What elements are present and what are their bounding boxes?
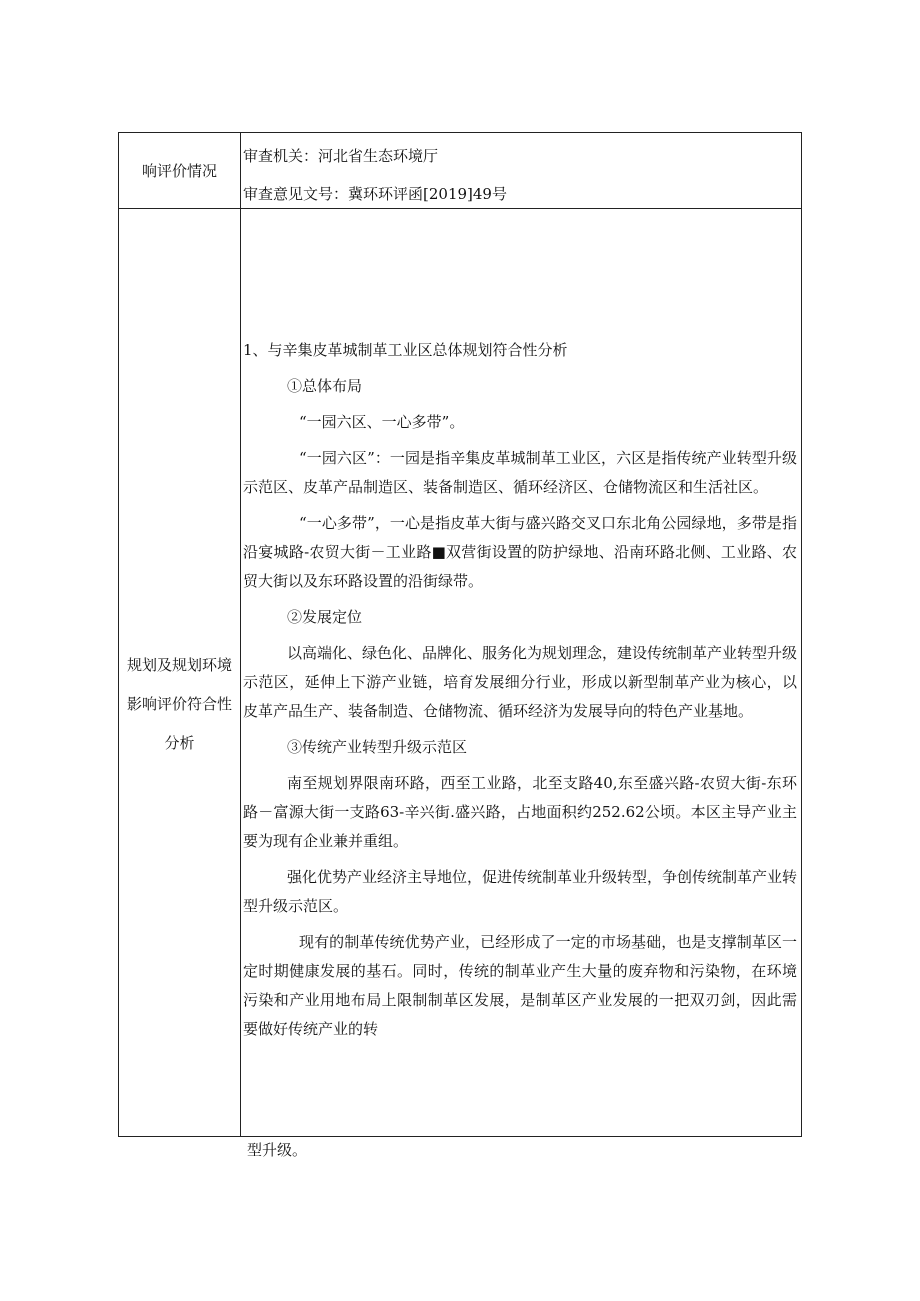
paragraph-7: 现有的制革传统优势产业，已经形成了一定的市场基础，也是支撑制革区一定时期健康发展的基石。同时，传统的制革业产生大量的废弃物和污染物，在环境污染和产业用地布局上限制制革区发展，是制革区产业发展的一把双刃剑，因此需要做好传统产业的转	[243, 933, 797, 1038]
main-row-label-line1: 规划及规划环境	[126, 656, 232, 674]
analysis-table	[118, 132, 802, 1137]
paragraph-1: “一园六区、一心多带”。	[299, 413, 465, 431]
top-row-label	[119, 133, 240, 208]
paragraph-5: 南至规划界限南环路，西至工业路，北至支路40,东至盛兴路-农贸大街-东环路－富源大街一支路63-辛兴街.盛兴路，占地面积约252.62公顷。本区主导产业主要为现有企业兼并重组。	[243, 774, 797, 850]
top-row-label-text: 响评价情况	[141, 162, 217, 180]
paragraph-2: “一园六区”：一园是指辛集皮革城制革工业区，六区是指传统产业转型升级示范区、皮革产品制造区、装备制造区、循环经济区、仓储物流区和生活社区。	[243, 449, 797, 496]
analysis-content-cell	[241, 209, 801, 1136]
paragraph-4: 以高端化、绿色化、品牌化、服务化为规划理念，建设传统制革产业转型升级示范区，延伸上下游产业链，培育发展细分行业，形成以新型制革产业为核心，以皮革产品生产、装备制造、仓储物流、循环经济为发展导向的特色产业基地。	[243, 644, 798, 720]
main-row-label	[119, 209, 240, 1136]
paragraph-6: 强化优势产业经济主导地位，促进传统制革业升级转型，争创传统制革产业转型升级示范区。	[243, 868, 798, 915]
subheading-demo-zone: ③传统产业转型升级示范区	[287, 738, 468, 756]
section-heading: 1、与辛集皮革城制革工业区总体规划符合性分析	[243, 341, 568, 359]
main-row-label-line2: 影响评价符合性	[126, 695, 232, 713]
main-row-label-line3: 分析	[164, 734, 195, 752]
review-info-cell	[241, 133, 801, 208]
paragraph-3: “一心多带”，一心是指皮革大街与盛兴路交叉口东北角公园绿地，多带是指沿宴城路-农贸大街－工业路■双营街设置的防护绿地、沿南环路北侧、工业路、农贸大街以及东环路设置的沿街绿带。	[243, 514, 797, 590]
subheading-positioning: ②发展定位	[287, 608, 363, 626]
subheading-layout: ①总体布局	[287, 377, 363, 395]
review-document-number: 审查意见文号：冀环环评函[2019]49号	[243, 185, 507, 203]
overflow-text: 型升级。	[247, 1141, 308, 1159]
review-authority: 审查机关：河北省生态环境厅	[243, 147, 439, 165]
